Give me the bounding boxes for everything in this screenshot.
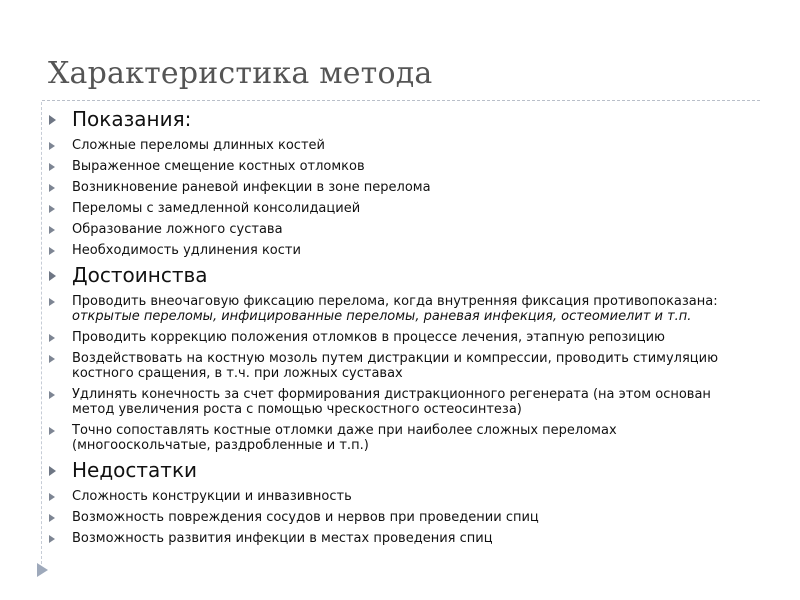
left-divider [41,102,42,564]
list-item [46,351,746,381]
list-item-text: Выраженное смещение костных отломков [72,159,365,174]
list-item-text: Сложные переломы длинных костей [72,138,325,153]
list-item-text: Проводить внеочаговую фиксацию перелома, когда внутренняя фиксация противопоказана: [72,294,718,309]
list-item-emphasis: открытые переломы, инфицированные переломы, раневая инфекция, остеомиелит и т.п. [72,309,692,324]
list-item-text: Проводить коррекцию положения отломков в процессе лечения, этапную репозицию [72,330,665,345]
triangle-bullet-icon [49,427,55,435]
list-item-text: Удлинять конечность за счет формирования дистракционного регенерата (на этом основан метод увеличения роста с помощью чрескостного остеосинтеза) [72,387,711,417]
list-item [46,510,746,525]
list-item [46,159,746,174]
triangle-bullet-icon [49,514,55,522]
list-item-text: Сложность конструкции и инвазивность [72,489,352,504]
list-item [46,138,746,153]
list-item [46,330,746,345]
list-item-text: Возможность развития инфекции в местах проведения спиц [72,531,493,546]
list-item [46,387,746,417]
triangle-bullet-icon [49,184,55,192]
list-item-text: Точно сопоставлять костные отломки даже при наиболее сложных переломах (многооскольчатые, раздробленные и т.п.) [72,423,617,453]
section-heading-indications [46,106,746,132]
list-item-text: Образование ложного сустава [72,222,283,237]
list-item-text: Переломы с замедленной консолидацией [72,201,361,216]
triangle-bullet-icon [49,391,55,399]
triangle-marker-icon [37,563,48,577]
list-item [46,222,746,237]
triangle-bullet-icon [49,247,55,255]
section-heading-disadvantages [46,457,746,483]
section-heading-advantages [46,262,746,288]
heading-text: Недостатки [72,458,198,482]
triangle-bullet-icon [49,355,55,363]
heading-text: Достоинства [72,263,208,287]
slide-title: Характеристика метода [48,56,433,91]
list-item-text: Необходимость удлинения кости [72,243,301,258]
list-item [46,201,746,216]
list-item-text: Возникновение раневой инфекции в зоне перелома [72,180,431,195]
title-divider [42,100,760,101]
list-item [46,243,746,258]
list-item [46,180,746,195]
list-item [46,423,746,453]
triangle-bullet-icon [49,298,55,306]
triangle-bullet-icon [49,142,55,150]
triangle-bullet-icon [49,226,55,234]
triangle-bullet-icon [49,163,55,171]
triangle-bullet-icon [49,535,55,543]
list-item-text: Воздействовать на костную мозоль путем дистракции и компрессии, проводить стимуляцию костного сращения, в т.ч. при ложных суставах [72,351,719,381]
slide-content [46,106,746,546]
triangle-bullet-icon [49,334,55,342]
triangle-bullet-icon [49,466,56,476]
heading-text: Показания: [72,107,192,131]
list-item-text: Возможность повреждения сосудов и нервов при проведении спиц [72,510,539,525]
list-item [46,531,746,546]
triangle-bullet-icon [49,115,56,125]
list-item [46,294,746,324]
triangle-bullet-icon [49,205,55,213]
list-item [46,489,746,504]
triangle-bullet-icon [49,271,56,281]
triangle-bullet-icon [49,493,55,501]
